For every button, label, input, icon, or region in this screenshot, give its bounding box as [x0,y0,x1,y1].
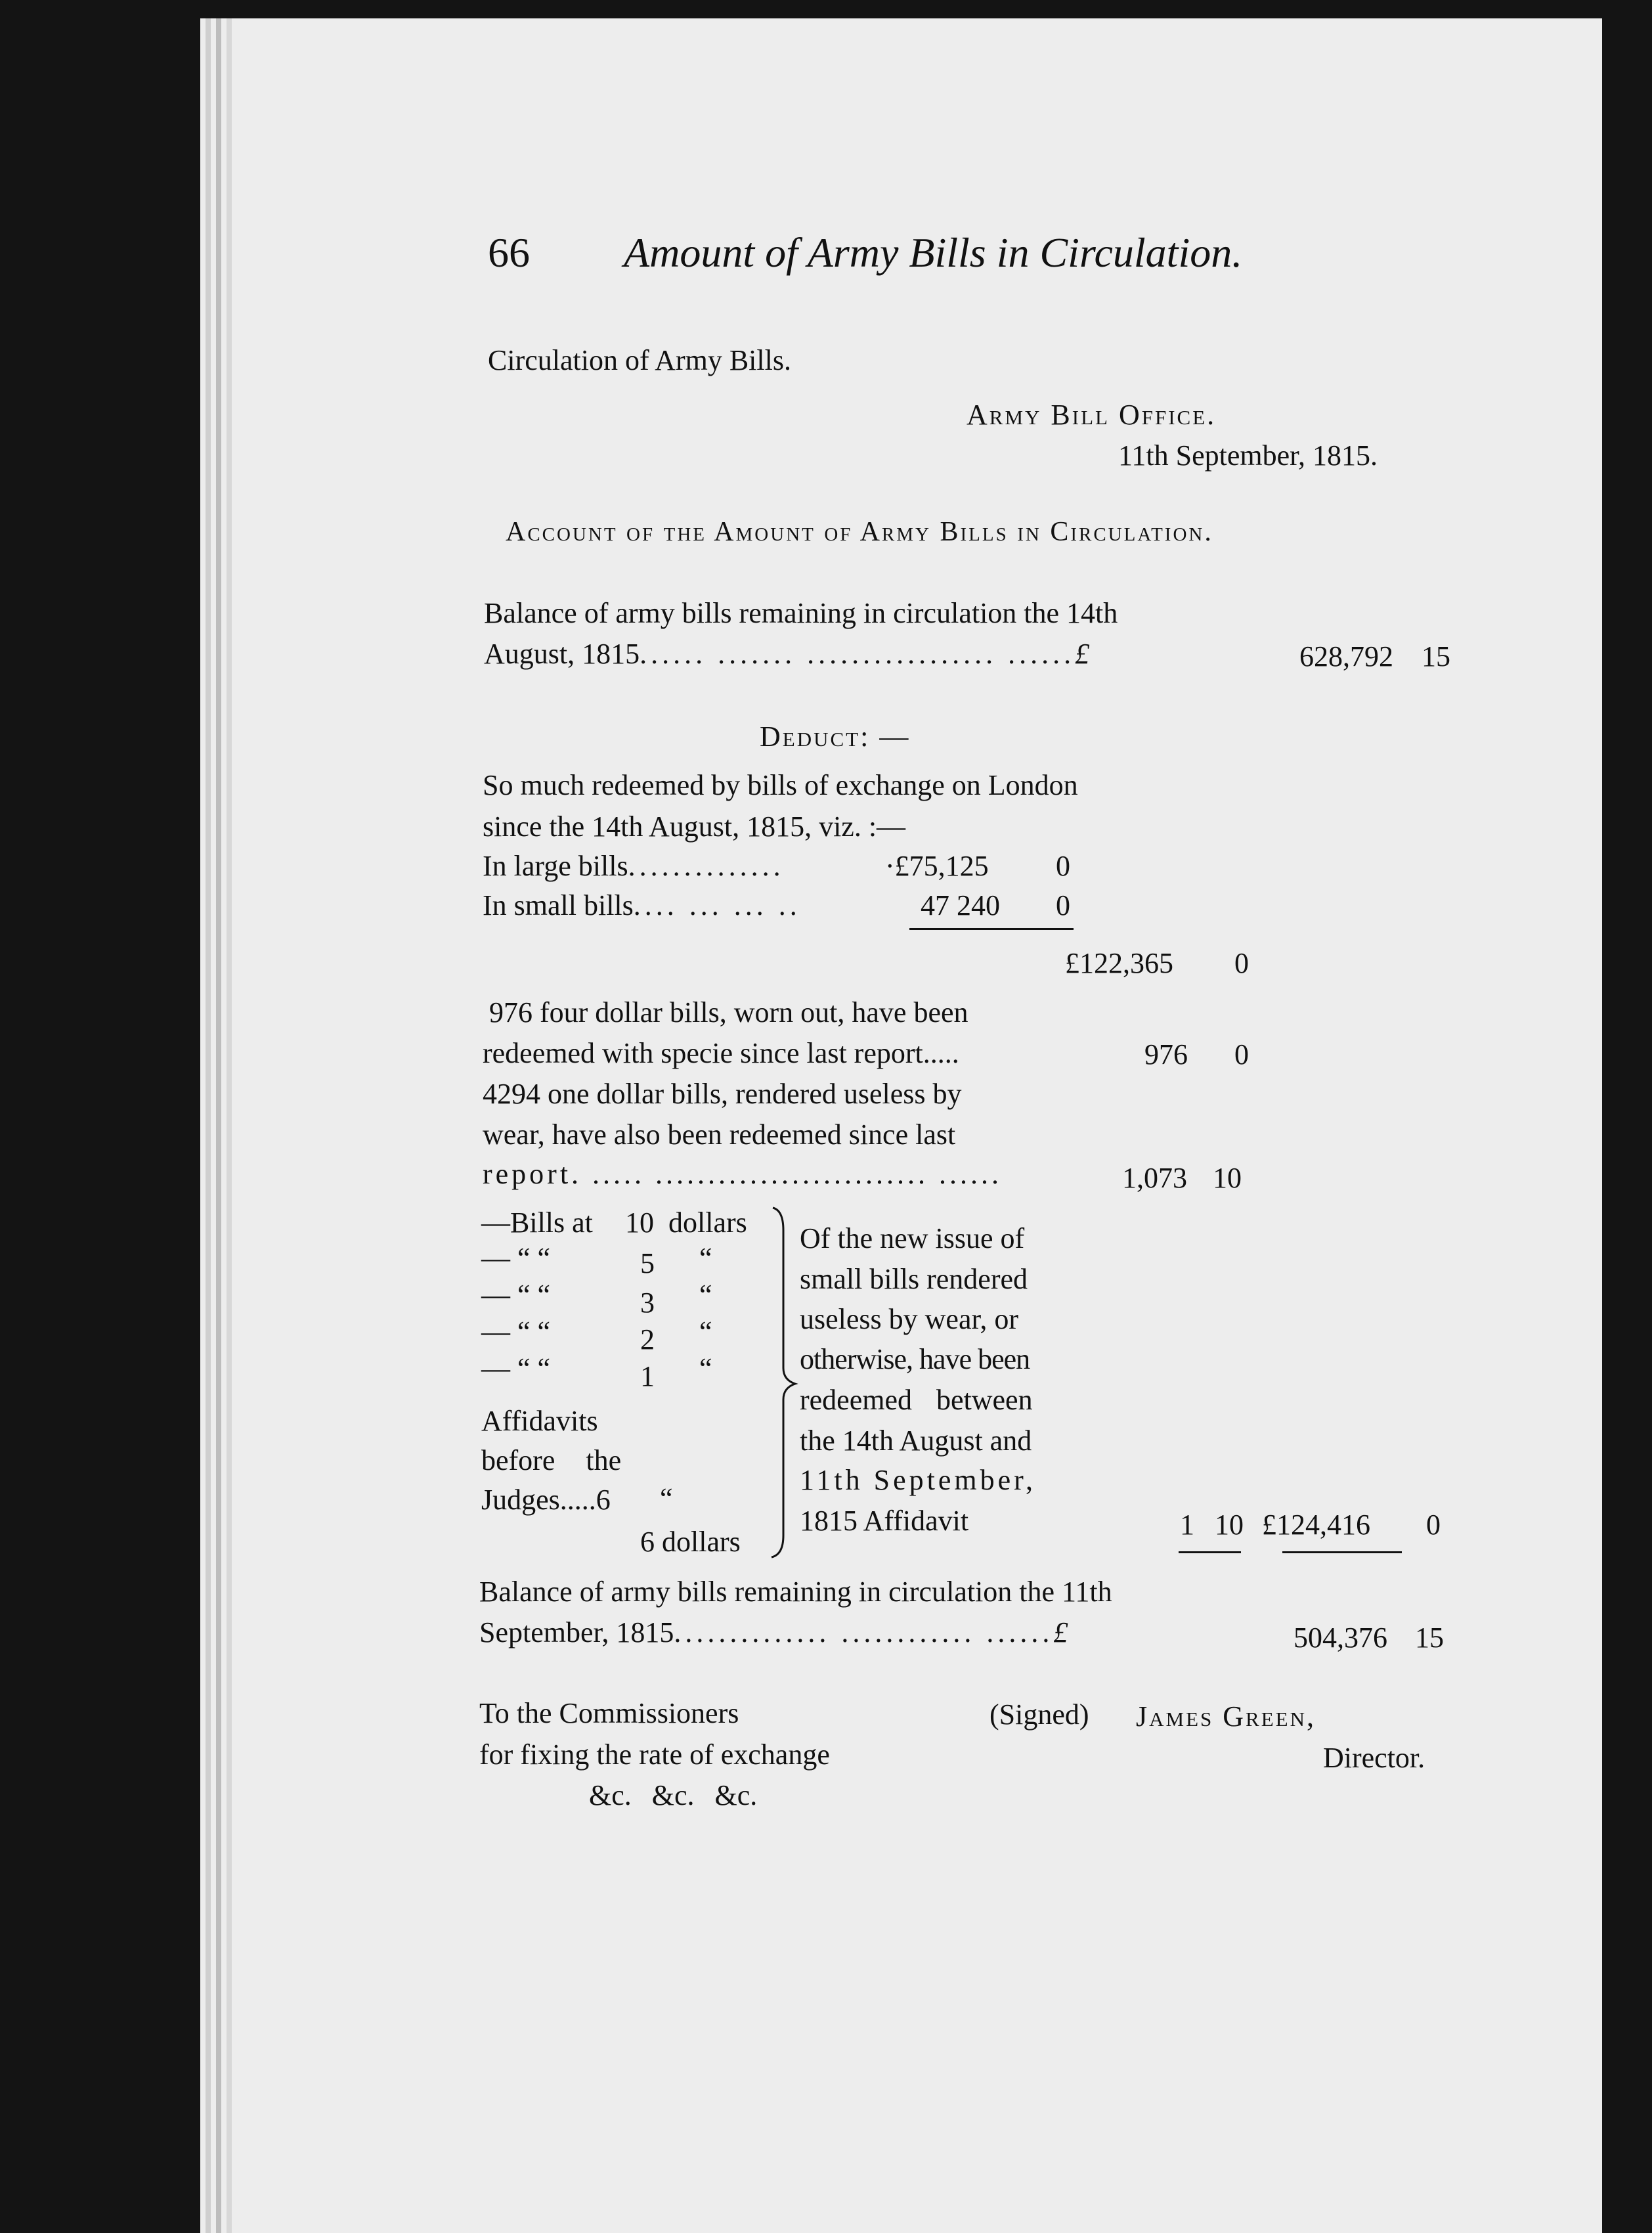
total-deducted-amount: £124,416 [1262,1509,1370,1541]
large-bills-amount: ·£75,125 [885,850,989,882]
bills-list-value: 10 [625,1206,654,1239]
address-line-1: To the Commissioners [479,1697,739,1729]
one-dollar-line-3: report. ..... .......................... ...... [483,1158,1003,1190]
bills-list-prefix: —Bills at [481,1206,593,1239]
bills-list-unit: “ [699,1279,712,1311]
subtotal-rule [909,928,1074,930]
account-title: Account of the Amount of Army Bills in Circulation. [506,517,1213,547]
small-bills-shillings: 0 [1056,889,1070,921]
affidavit-shillings: 10 [1215,1509,1244,1541]
four-dollar-line-2: redeemed with specie since last report..... [483,1037,959,1069]
bills-list-unit: “ [699,1242,712,1274]
small-bills-label: In small bills [483,889,634,921]
page-edge [227,18,232,2233]
four-dollar-line-1: 976 four dollar bills, worn out, have been [489,996,968,1028]
bills-list-value: 2 [640,1323,655,1356]
note-line: Of the new issue of [800,1222,1025,1254]
bills-list-value: 1 [640,1360,655,1392]
note-line: 11th September, [800,1464,1036,1496]
page-edge [206,18,211,2233]
closing-amount: 504,376 [1293,1622,1387,1654]
closing-label: September, 1815 [479,1616,674,1648]
bills-list-value: 3 [640,1287,655,1319]
bills-list-prefix: — “ “ [481,1352,551,1384]
note-line: otherwise, have been [800,1343,1030,1375]
one-dollar-line-2: wear, have also been redeemed since last [483,1118,956,1151]
affidavits-line-2: before the [481,1444,622,1476]
signatory-title: Director. [1323,1742,1425,1774]
opening-line-2 [484,637,1089,671]
signatory-name: James Green, [1136,1700,1316,1733]
note-line: small bills rendered [800,1263,1028,1295]
opening-line-1: Balance of army bills remaining in circulation the 14th [484,597,1118,629]
affidavits-line-4: 6 dollars [640,1526,741,1558]
affidavit-pounds: 1 [1180,1509,1194,1541]
one-dollar-line-1: 4294 one dollar bills, rendered useless by [483,1078,962,1110]
bills-list-unit: dollars [668,1206,747,1239]
large-bills-row [483,849,785,883]
deduct-heading: Deduct: — [760,720,911,753]
office-date: 11th September, 1815. [1118,439,1378,472]
closing-line-1: Balance of army bills remaining in circulation the 11th [479,1576,1112,1608]
book-page [200,18,1602,2233]
bills-list-prefix: — “ “ [481,1242,551,1274]
dot-leader: .... ... ... .. [633,889,801,921]
affidavits-line-1: Affidavits [481,1405,598,1437]
signed-label: (Signed) [989,1698,1089,1731]
closing-line-2 [479,1616,1068,1649]
running-title: Amount of Army Bills in Circulation. [624,229,1243,276]
opening-amount: 628,792 [1299,640,1393,673]
affidavits-label: Judges..... [481,1484,596,1516]
page-number: 66 [488,229,530,276]
dot-leader: .............. [628,850,785,882]
note-line: 1815 Affidavit [800,1505,969,1537]
bills-list-unit: “ [699,1352,712,1384]
small-bills-row [483,889,801,922]
affidavits-unit: “ [660,1482,673,1514]
four-dollar-shillings: 0 [1234,1038,1249,1071]
caption: Circulation of Army Bills. [488,344,791,376]
bills-list-prefix: — “ “ [481,1315,551,1348]
page-edge [216,18,221,2233]
subtotal-shillings: 0 [1234,947,1249,979]
small-bills-amount: 47 240 [921,889,1000,921]
bills-list-value: 5 [640,1247,655,1279]
opening-shillings: 15 [1422,640,1450,673]
office-name: Army Bill Office. [967,399,1217,431]
one-dollar-shillings: 10 [1213,1162,1242,1194]
affidavit-rule [1179,1551,1241,1553]
bills-list-prefix: — “ “ [481,1279,551,1311]
note-line: redeemed between [800,1384,1033,1416]
subtotal-amount: £122,365 [1065,947,1173,979]
four-dollar-amount: 976 [1144,1038,1188,1071]
total-deducted-shillings: 0 [1426,1509,1441,1541]
closing-shillings: 15 [1415,1622,1444,1654]
redeemed-line-2: since the 14th August, 1815, viz. :— [483,810,906,843]
note-line: the 14th August and [800,1425,1032,1457]
pound-sign: £ [1075,638,1090,670]
affidavits-line-3 [481,1483,611,1516]
note-line: useless by wear, or [800,1303,1019,1335]
opening-label: August, 1815 [484,638,640,670]
pound-sign: £ [1053,1616,1068,1648]
dot-leader: .............. ............ ...... [674,1616,1054,1648]
total-deducted-rule [1282,1551,1402,1553]
affidavits-value: 6 [596,1484,611,1516]
large-bills-label: In large bills [483,850,628,882]
one-dollar-amount: 1,073 [1122,1162,1187,1194]
large-bills-shillings: 0 [1056,850,1070,882]
bills-list-unit: “ [699,1315,712,1348]
dot-leader: ...... ....... ................. ...... [640,638,1076,670]
redeemed-line-1: So much redeemed by bills of exchange on London [483,769,1078,801]
address-line-3: &c. &c. &c. [589,1779,758,1811]
address-line-2: for fixing the rate of exchange [479,1738,830,1771]
